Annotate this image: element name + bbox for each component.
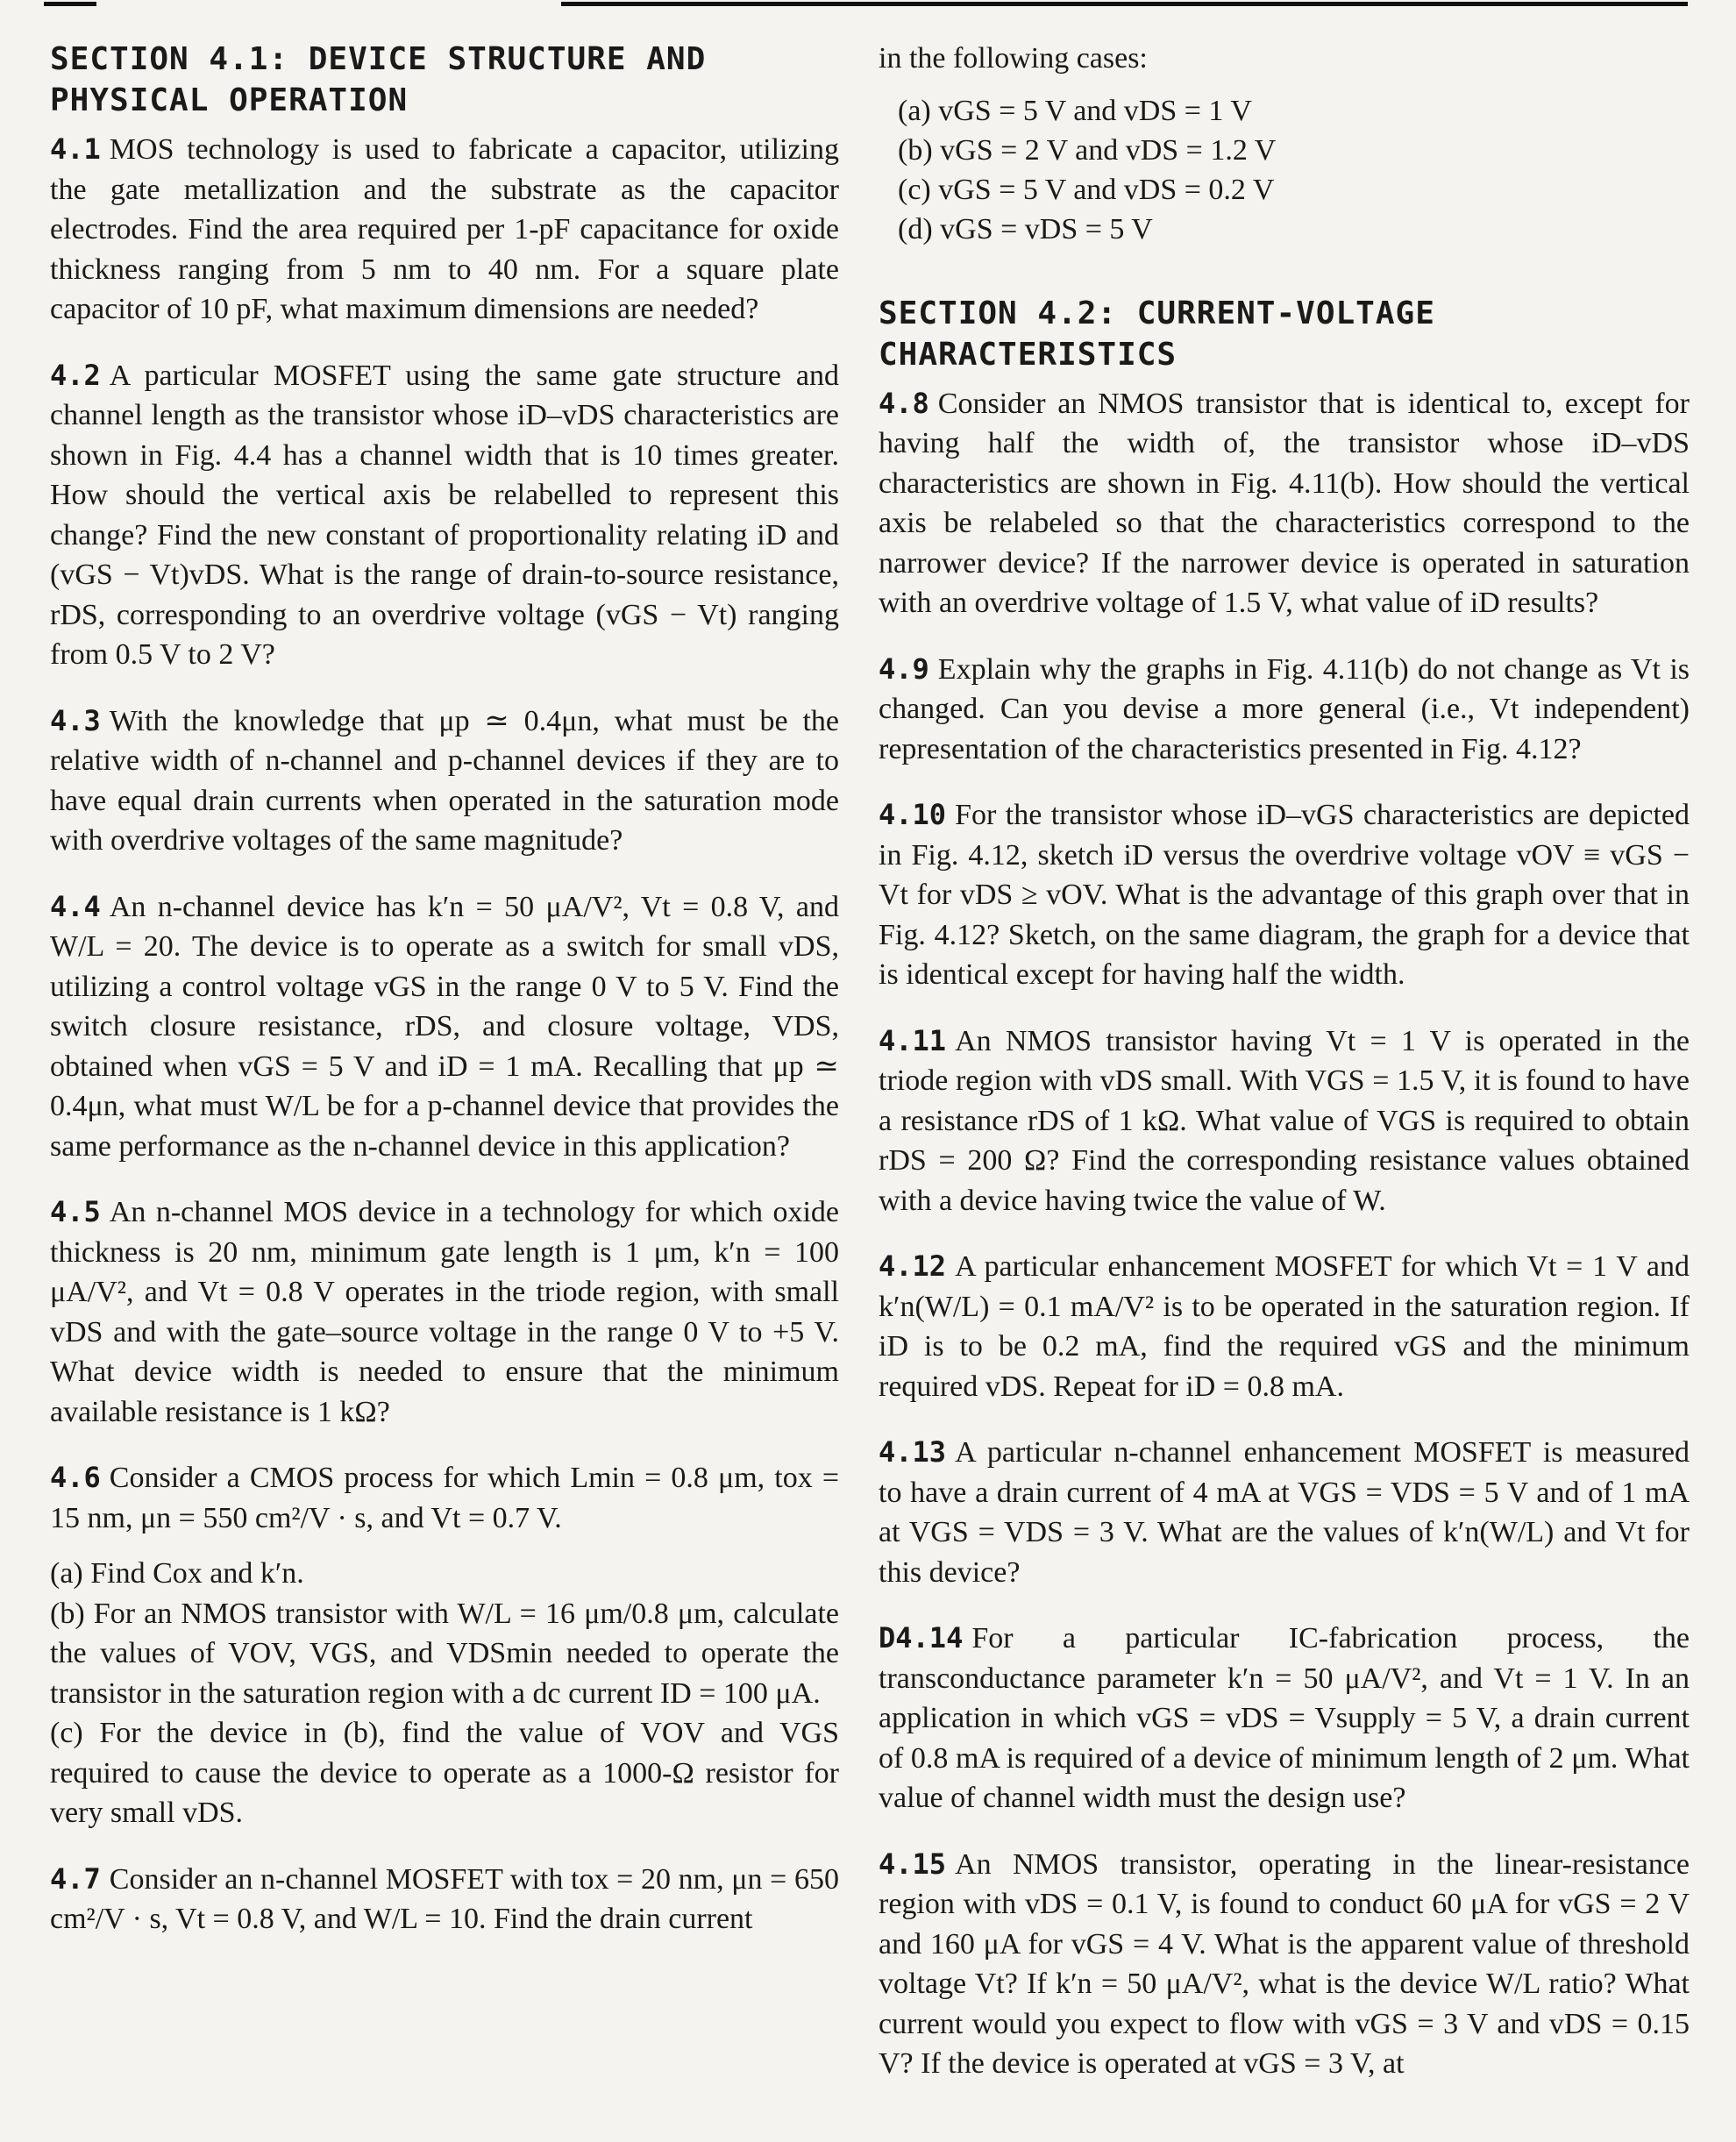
problem-4-11	[879, 1021, 1690, 1221]
problem-text: An NMOS transistor, operating in the linear-resistance region with vDS = 0.1 V, is found to conduct 60 μA for vGS = 2 V and 160 μA for vGS = 4 V. What is the apparent value of threshold voltage Vt? If k′n = 50 μA/V², what is the device W/L ratio? What current would you expect to flow with vGS = 3 V and vDS = 0.15 V? If the device is operated at vGS = 3 V, at	[879, 1847, 1690, 2080]
problem-4-2	[50, 356, 839, 675]
section-4-2-title: SECTION 4.2: CURRENT-VOLTAGE CHARACTERISTICS	[879, 295, 1435, 373]
problem-text: Consider an n-channel MOSFET with tox = 20 nm, μn = 650 cm²/V · s, Vt = 0.8 V, and W/L = 10. Find the drain current	[50, 1862, 839, 1935]
problem-4-6-part-c: (c) For the device in (b), find the value of VOV and VGS required to cause the device to operate as a 1000-Ω resistor for very small vDS.	[50, 1717, 839, 1829]
problem-number: 4.3	[50, 703, 101, 737]
problem-number: 4.9	[879, 651, 929, 686]
problem-number: 4.12	[879, 1249, 947, 1283]
spacer	[50, 1538, 839, 1554]
problem-number: 4.4	[50, 889, 101, 923]
problem-number: 4.13	[879, 1435, 947, 1469]
problem-number: 4.10	[879, 798, 947, 831]
problem-4-9	[879, 650, 1690, 770]
section-4-1-title: SECTION 4.1: DEVICE STRUCTURE AND PHYSICAL OPERATION	[50, 41, 707, 118]
problem-4-3	[50, 701, 839, 861]
problem-text: A particular n-channel enhancement MOSFET is measured to have a drain current of 4 mA at VGS = VDS = 5 V and of 1 mA at VGS = VDS = 3 V. What are the values of k′n(W/L) and Vt for this device?	[879, 1436, 1690, 1589]
problem-number: 4.2	[50, 358, 101, 392]
problem-text: For a particular IC-fabrication process, the transconductance parameter k′n = 50 μA/V², and Vt = 1 V. In an application in which vGS = vDS = Vsupply = 5 V, a drain current of 0.8 mA is required of a device of minimum length of 2 μm. What value of channel width must the design use?	[879, 1622, 1690, 1814]
problem-4-6	[50, 1458, 839, 1833]
case-item: (b) vGS = 2 V and vDS = 1.2 V	[898, 133, 1277, 167]
problem-number: 4.8	[879, 386, 929, 420]
problem-d4-14	[879, 1619, 1690, 1818]
case-item: (d) vGS = vDS = 5 V	[898, 212, 1153, 246]
problem-4-6-part-b: (b) For an NMOS transistor with W/L = 16 μm/0.8 μm, calculate the values of VOV, VGS, and VDSmin needed to operate the transistor in the saturation region with a dc current ID = 100 μA.	[50, 1597, 839, 1710]
problem-text: An NMOS transistor having Vt = 1 V is operated in the triode region with vDS small. With VGS = 1.5 V, it is found to have a resistance rDS of 1 kΩ. What value of VGS is required to obtain rDS = 200 Ω? Find the corresponding resistance values obtained with a device having twice the value of W.	[879, 1024, 1690, 1217]
problem-text: An n-channel MOS device in a technology for which oxide thickness is 20 nm, minimum gate length is 1 μm, k′n = 100 μA/V², and Vt = 0.8 V operates in the triode region, with small vDS and with the gate–source voltage in the range 0 V to +5 V. What device width is needed to ensure that the minimum available resistance is 1 kΩ?	[50, 1196, 839, 1428]
left-column	[50, 39, 839, 1966]
problem-number: 4.6	[50, 1461, 101, 1494]
continuation-text: in the following cases:	[879, 42, 1148, 75]
problem-number: 4.11	[879, 1023, 947, 1057]
case-item: (a) vGS = 5 V and vDS = 1 V	[898, 94, 1252, 127]
problem-number: 4.7	[50, 1861, 101, 1896]
problem-text: MOS technology is used to fabricate a capacitor, utilizing the gate metallization and the substrate as the capacitor electrodes. Find the area required per 1-pF capacitance for oxide thickness ranging from 5 nm to 40 nm. For a square plate capacitor of 10 pF, what maximum dimensions are needed?	[50, 133, 839, 325]
problem-4-8	[879, 384, 1690, 623]
problem-4-13	[879, 1433, 1690, 1592]
problem-4-4	[50, 887, 839, 1167]
problem-text: A particular enhancement MOSFET for which Vt = 1 V and k′n(W/L) = 0.1 mA/V² is to be operated in the saturation region. If iD is to be 0.2 mA, find the required vGS and the minimum required vDS. Repeat for iD = 0.8 mA.	[879, 1250, 1690, 1403]
case-item: (c) vGS = 5 V and vDS = 0.2 V	[898, 173, 1275, 206]
problem-4-5	[50, 1192, 839, 1432]
problem-4-1	[50, 130, 839, 330]
problem-number: 4.5	[50, 1195, 101, 1228]
problem-4-15	[879, 1845, 1690, 2084]
problem-4-10	[879, 795, 1690, 995]
problem-4-6-part-a: (a) Find Cox and k′n.	[50, 1557, 304, 1590]
problem-number: 4.1	[50, 132, 101, 166]
problem-text: With the knowledge that μp ≃ 0.4μn, what must be the relative width of n-channel and p-channel devices if they are to have equal drain currents when operated in the saturation mode with overdrive voltages of the same magnitude?	[50, 704, 839, 857]
problem-number: D4.14	[879, 1621, 964, 1655]
problem-4-7	[50, 1860, 839, 1939]
problem-4-12	[879, 1247, 1690, 1406]
problem-text: Consider an NMOS transistor that is identical to, except for having half the width of, the transistor whose iD–vDS characteristics are shown in Fig. 4.11(b). How should the vertical axis be relabeled so that the characteristics correspond to the narrower device? If the narrower device is operated in saturation with an overdrive voltage of 1.5 V, what value of iD results?	[879, 387, 1690, 619]
right-column	[879, 39, 1690, 2110]
problem-number: 4.15	[879, 1847, 947, 1881]
case-list	[879, 91, 1690, 249]
problem-text: An n-channel device has k′n = 50 μA/V², Vt = 0.8 V, and W/L = 20. The device is to operate as a switch for small vDS, utilizing a control voltage vGS in the range 0 V to 5 V. Find the switch closure resistance, rDS, and closure voltage, VDS, obtained when vGS = 5 V and iD = 1 mA. Recalling that μp ≃ 0.4μn, what must W/L be for a p-channel device that provides the same performance as the n-channel device in this application?	[50, 890, 839, 1163]
top-rule-right	[561, 2, 1688, 6]
problem-text: For the transistor whose iD–vGS characteristics are depicted in Fig. 4.12, sketch iD versus the overdrive voltage vOV ≡ vGS − Vt for vDS ≥ vOV. What is the advantage of this graph over that in Fig. 4.12? Sketch, on the same diagram, the graph for a device that is identical except for having half the width.	[879, 799, 1690, 991]
problem-4-6-intro	[50, 1458, 839, 1538]
problem-text: Consider a CMOS process for which Lmin = 0.8 μm, tox = 15 nm, μn = 550 cm²/V · s, and Vt = 0.7 V.	[50, 1462, 839, 1534]
problem-text: A particular MOSFET using the same gate structure and channel length as the transistor whose iD–vDS characteristics are shown in Fig. 4.4 has a channel width that is 10 times greater. How should the vertical axis be relabelled to represent this change? Find the new constant of proportionality relating iD and (vGS − Vt)vDS. What is the range of drain-to-source resistance, rDS, corresponding to an overdrive voltage (vGS − Vt) ranging from 0.5 V to 2 V?	[50, 359, 839, 671]
top-rule-left	[44, 2, 96, 6]
problem-text: Explain why the graphs in Fig. 4.11(b) do not change as Vt is changed. Can you devise a more general (i.e., Vt independent) representation of the characteristics presented in Fig. 4.12?	[879, 652, 1690, 765]
